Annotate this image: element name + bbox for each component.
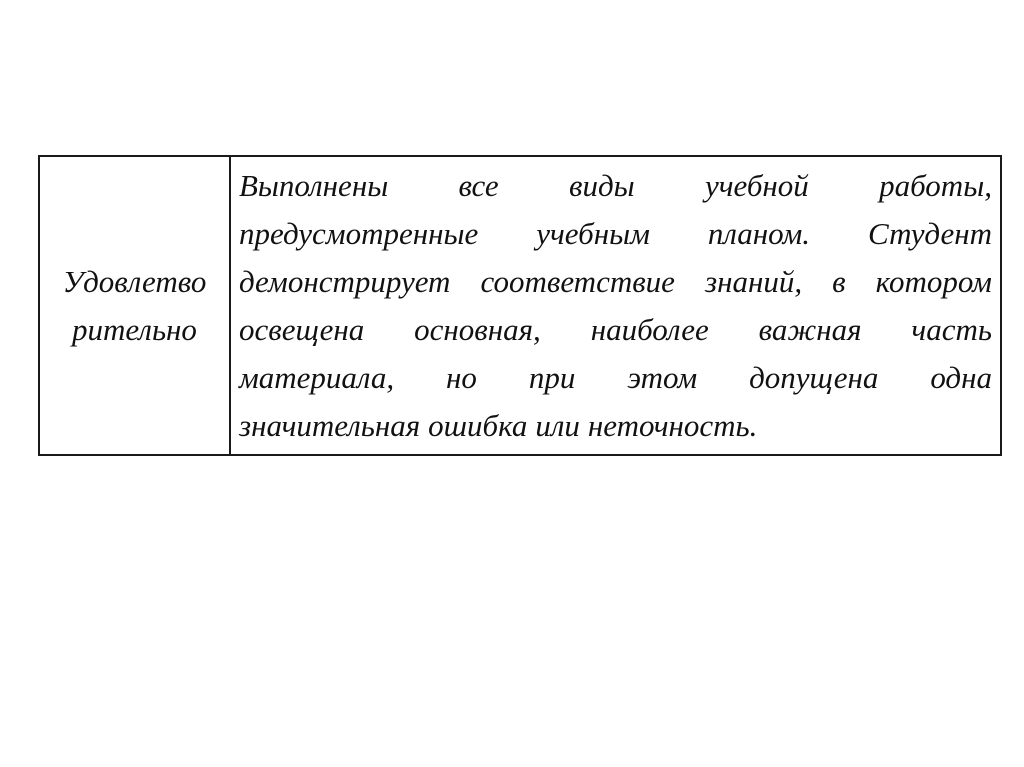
description-word: учебным <box>536 215 650 251</box>
grading-criteria-table <box>38 155 1002 456</box>
description-line-4 <box>239 306 992 354</box>
description-cell <box>230 156 1001 455</box>
description-word: значительная <box>239 407 421 443</box>
description-word: важная <box>758 311 862 347</box>
description-line-2 <box>239 210 992 258</box>
description-line-5 <box>239 354 992 402</box>
description-word: в <box>832 263 846 299</box>
description-word: одна <box>930 359 992 395</box>
description-word: Студент <box>867 215 992 251</box>
description-word: учебной <box>704 167 809 203</box>
description-word: основная, <box>414 311 541 347</box>
description-line-6 <box>239 402 992 450</box>
description-line-3 <box>239 258 992 306</box>
description-word: материала, <box>239 359 395 395</box>
description-word: соответствие <box>480 263 675 299</box>
description-word: при <box>528 359 576 395</box>
description-word: допущена <box>749 359 879 395</box>
description-word: наиболее <box>590 311 709 347</box>
description-word: но <box>446 359 477 395</box>
description-word: планом. <box>707 215 810 251</box>
table-row <box>39 156 1001 455</box>
grade-cell <box>39 156 230 455</box>
description-word: работы, <box>879 167 992 203</box>
description-line-1 <box>239 162 992 210</box>
description-word: или <box>535 407 580 443</box>
grade-label-line-1: Удовлетво <box>62 263 207 299</box>
description-word: котором <box>875 263 992 299</box>
grade-label-line-2: рительно <box>72 311 197 347</box>
description-word: Выполнены <box>239 167 389 203</box>
description-word: освещена <box>239 311 365 347</box>
description-word: знаний, <box>704 263 803 299</box>
description-word: часть <box>911 311 992 347</box>
description-word: этом <box>627 359 698 395</box>
description-word: ошибка <box>428 407 528 443</box>
description-word: неточность. <box>587 407 758 443</box>
description-word: все <box>458 167 499 203</box>
description-word: виды <box>568 167 635 203</box>
description-word: демонстрирует <box>239 263 451 299</box>
description-word: предусмотренные <box>239 215 479 251</box>
